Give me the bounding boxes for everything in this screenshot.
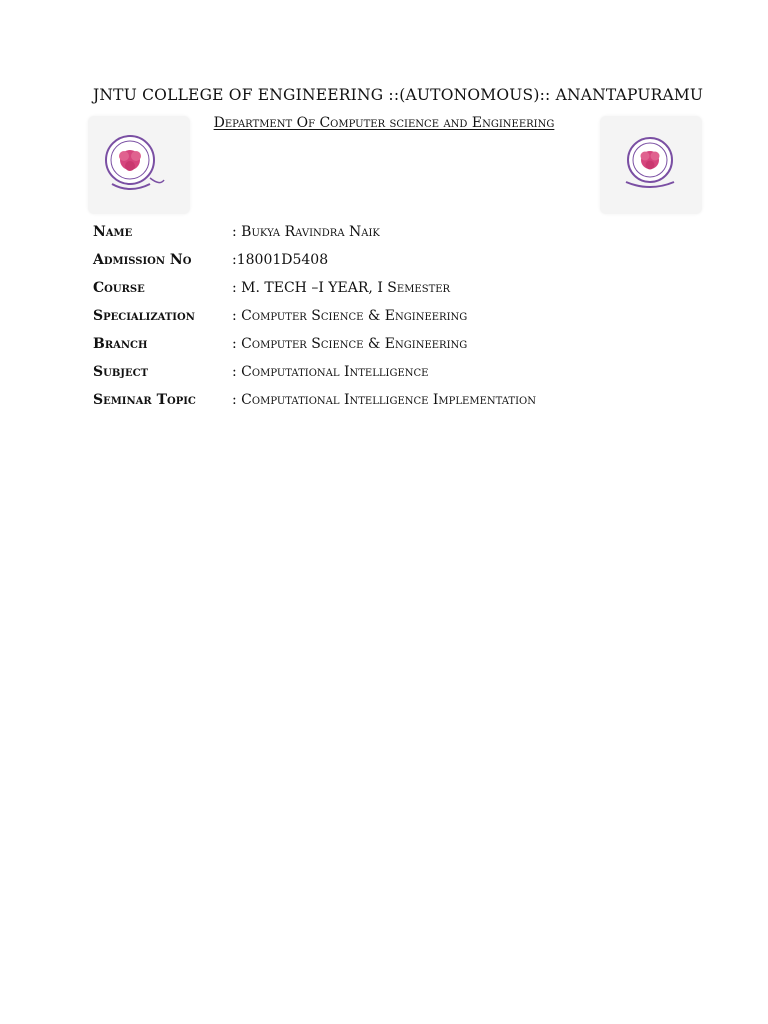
detail-label: Name — [93, 224, 133, 240]
detail-value: : Bukya Ravindra Naik — [232, 224, 380, 240]
detail-label: Subject — [93, 364, 149, 380]
university-seal-icon — [88, 116, 190, 214]
detail-value: :18001D5408 — [232, 252, 329, 268]
college-title: JNTU COLLEGE OF ENGINEERING ::(AUTONOMOUS):: ANANTAPURAMU — [93, 86, 704, 104]
university-seal-left — [88, 116, 190, 214]
university-seal-right — [600, 116, 702, 214]
detail-value: : Computational Intelligence Implementation — [232, 392, 536, 408]
detail-value: : Computational Intelligence — [232, 364, 429, 380]
detail-value: : Computer Science & Engineering — [232, 308, 468, 324]
detail-label: Branch — [93, 336, 148, 352]
detail-label: Course — [93, 280, 145, 296]
detail-label: Specialization — [93, 308, 195, 324]
detail-label: Admission No — [93, 252, 192, 268]
department-title-text: Department Of Computer science and Engineering — [213, 115, 555, 131]
university-seal-icon — [600, 116, 702, 214]
detail-value: : M. TECH –I YEAR, I Semester — [232, 280, 451, 296]
detail-value: : Computer Science & Engineering — [232, 336, 468, 352]
detail-label: Seminar Topic — [93, 392, 196, 408]
